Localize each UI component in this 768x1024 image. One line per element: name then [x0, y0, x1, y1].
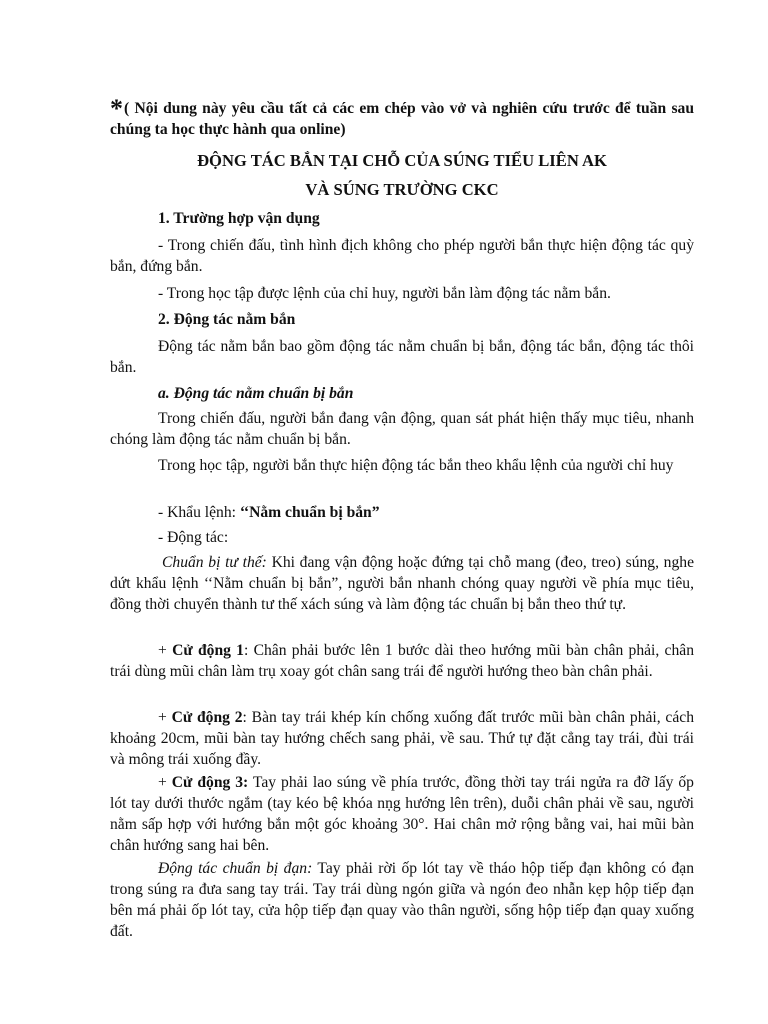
- movement-1-text: : Chân phải bước lên 1 bước dài theo hướng mũi bàn chân phải, chân trái dùng mũi chân làm trụ xoay gót chân sang trái để người hướng theo bàn chân phải.: [110, 642, 694, 680]
- movement-2-text: : Bàn tay trái khép kín chống xuống đất trước mũi bàn chân phải, cách khoảng 20cm, mũi bàn tay hướng chếch sang phải, về sau. Thứ tự đặt cẳng tay trái, đùi trái và mông trái xuống đầy.: [110, 709, 694, 768]
- command-value: ‘‘Nằm chuẩn bị bắn”: [239, 504, 380, 521]
- section2-heading: 2. Động tác nằm bắn: [158, 311, 296, 328]
- section1-paragraph-2: - Trong học tập được lệnh của chỉ huy, người bắn làm động tác nằm bắn.: [158, 285, 611, 302]
- movement-3-paragraph: [110, 772, 694, 856]
- action-label: - Động tác:: [158, 529, 229, 546]
- command-line: [158, 502, 694, 523]
- section2-paragraph-3: Trong học tập, người bắn thực hiện động tác bắn theo khẩu lệnh của người chỉ huy: [158, 457, 674, 474]
- subsection-a-heading: a. Động tác nằm chuẩn bị bắn: [158, 385, 354, 402]
- note-text: ( Nội dung này yêu cầu tất cả các em chép vào vở và nghiên cứu trước để tuần sau chúng ta học thực hành qua online): [110, 100, 694, 138]
- movement-2-label: Cử động 2: [171, 709, 243, 726]
- title-line-2: VÀ SÚNG TRƯỜNG CKC: [305, 180, 499, 199]
- posture-paragraph: [110, 552, 694, 615]
- posture-label: Chuẩn bị tư thế:: [162, 554, 267, 571]
- section1-heading: 1. Trường hợp vận dụng: [158, 210, 320, 227]
- ammo-paragraph: [110, 858, 694, 942]
- movement-3-prefix: +: [158, 774, 172, 791]
- posture-text: Khi đang vận động hoặc đứng tại chỗ mang (đeo, treo) súng, nghe dứt khẩu lệnh ‘‘Nằm chuẩn bị bắn”, người bắn nhanh chóng quay người về phía mục tiêu, đồng thời chuyển thành tư thế xách súng và làm động tác chuẩn bị bắn theo thứ tự.: [110, 554, 694, 613]
- movement-1-prefix: +: [158, 642, 173, 659]
- ammo-label: Động tác chuẩn bị đạn:: [158, 860, 313, 877]
- movement-3-text: Tay phải lao súng về phía trước, đồng thời tay trái ngửa ra đỡ lấy ốp lót tay dưới thước ngắm (tay kéo bệ khóa nṇg hướng lên trên), duỗi chân phải về sau, người nằm sấp hợp với hướng bắn một góc khoảng 30°. Hai chân mở rộng bằng vai, hai mũi bàn chân hướng sang hai bên.: [110, 774, 694, 854]
- title-line-1: ĐỘNG TÁC BẮN TẠI CHỖ CỦA SÚNG TIỂU LIÊN AK: [197, 151, 607, 170]
- movement-2-paragraph: [110, 707, 694, 770]
- movement-1-paragraph: [110, 640, 694, 682]
- command-label: - Khẩu lệnh:: [158, 504, 240, 521]
- ammo-text: Tay phải rời ốp lót tay về tháo hộp tiếp đạn không có đạn trong súng ra đưa sang tay trái. Tay trái dùng ngón giữa và ngón đeo nhẫn kẹp hộp tiếp đạn bên má phải ốp lót tay, cửa hộp tiếp đạn quay vào thân người, sống hộp tiếp đạn quay xuống đất.: [110, 860, 694, 940]
- movement-1-label: Cử động 1: [172, 642, 244, 659]
- movement-3-label: Cử động 3:: [171, 774, 249, 791]
- section2-paragraph-1: Động tác nằm bắn bao gồm động tác nằm chuẩn bị bắn, động tác bắn, động tác thôi bắn.: [110, 338, 694, 376]
- movement-2-prefix: +: [158, 709, 172, 726]
- note-paragraph: [110, 94, 694, 140]
- section2-paragraph-2: Trong chiến đấu, người bắn đang vận động, quan sát phát hiện thấy mục tiêu, nhanh chóng làm động tác nằm chuẩn bị bắn.: [110, 410, 694, 448]
- section1-paragraph-1: - Trong chiến đấu, tình hình địch không cho phép người bắn thực hiện động tác quỳ bắn, đứng bắn.: [110, 237, 694, 275]
- asterisk-mark: *: [110, 94, 123, 123]
